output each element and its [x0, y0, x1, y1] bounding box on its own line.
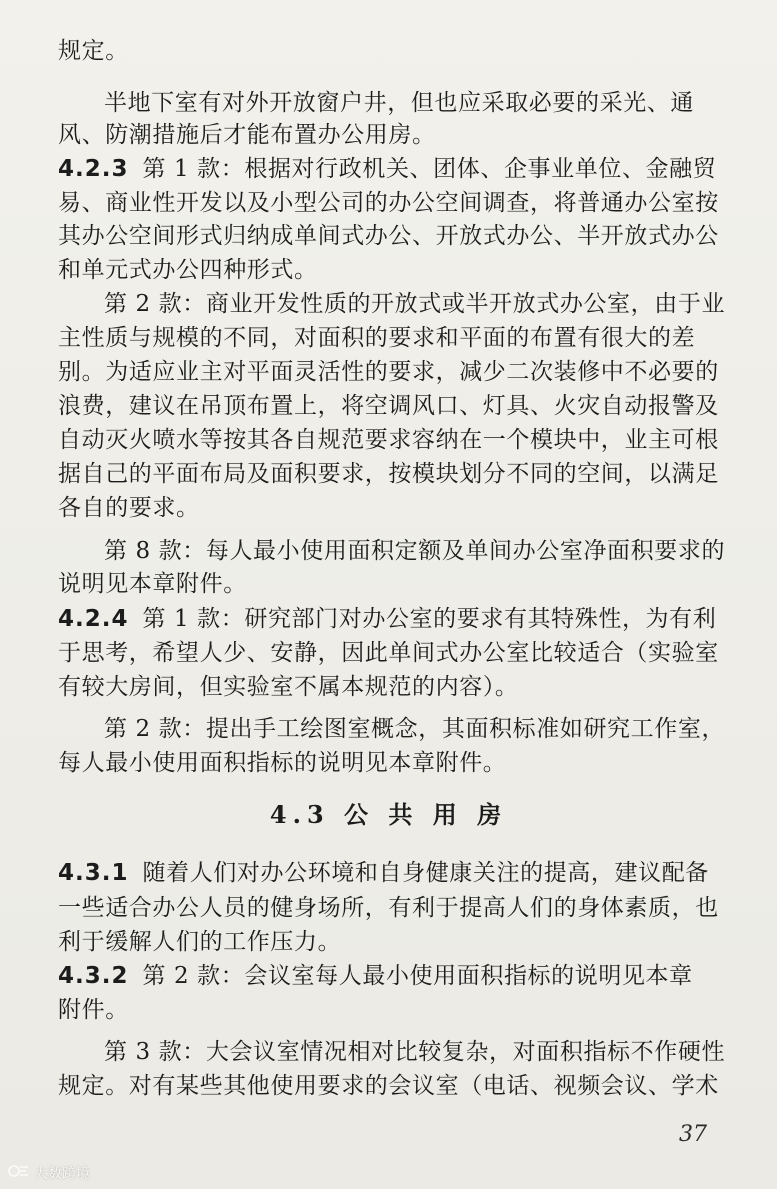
clause-4-3-2: [58, 961, 728, 991]
text-line: 第 8 款：每人最小使用面积定额及单间办公室净面积要求的: [104, 538, 726, 564]
page-number: 37: [679, 1122, 707, 1147]
clause-4-3-1: [58, 858, 728, 888]
text-line: 各自的要求。: [58, 495, 200, 521]
text-line: 第 2 款：提出手工绘图室概念，其面积标准如研究工作室，: [104, 716, 726, 742]
clause-number: 4.3.1: [58, 860, 129, 886]
text-line: 浪费，建议在吊顶布置上，将空调风口、灯具、火灾自动报警及: [58, 393, 719, 419]
clause-number: 4.3.2: [58, 963, 129, 989]
text-line: 主性质与规模的不同，对面积的要求和平面的布置有很大的差: [58, 325, 696, 351]
text-line: 易、商业性开发以及小型公司的办公空间调查，将普通办公室按: [58, 190, 719, 216]
text-line: 第 1 款：根据对行政机关、团体、企事业单位、金融贸: [142, 156, 717, 182]
watermark: [8, 1163, 90, 1183]
text-line: 每人最小使用面积指标的说明见本章附件。: [58, 750, 507, 776]
text-line: 规定。对有某些其他使用要求的会议室（电话、视频会议、学术: [58, 1073, 719, 1099]
clause-number: 4.2.4: [58, 606, 129, 632]
text-line: 第 3 款：大会议室情况相对比较复杂，对面积指标不作硬性: [104, 1039, 726, 1065]
text-line: 规定。: [58, 38, 129, 64]
text-line: 据自己的平面布局及面积要求，按模块划分不同的空间，以满足: [58, 461, 719, 487]
text-line: 说明见本章附件。: [58, 571, 247, 597]
text-line: 于思考，希望人少、安静，因此单间式办公室比较适合（实验室: [58, 640, 719, 666]
text-line: 附件。: [58, 997, 129, 1023]
text-line: 其办公空间形式归纳成单间式办公、开放式办公、半开放式办公: [58, 223, 719, 249]
clause-4-2-3: [58, 154, 728, 184]
clause-4-2-4: [58, 604, 728, 634]
text-line: 别。为适应业主对平面灵活性的要求，减少二次装修中不必要的: [58, 359, 719, 385]
text-line: 随着人们对办公环境和自身健康关注的提高，建议配备: [142, 860, 709, 886]
clause-number: 4.2.3: [58, 156, 129, 182]
text-line: 第 2 款：商业开发性质的开放式或半开放式办公室，由于业: [104, 291, 726, 317]
text-line: 风、防潮措施后才能布置办公用房。: [58, 122, 436, 148]
section-heading: 4.3 公 共 用 房: [269, 800, 508, 829]
text-line: 半地下室有对外开放窗户井，但也应采取必要的采光、通: [104, 90, 694, 116]
text-line: 第 2 款：会议室每人最小使用面积指标的说明见本章: [142, 963, 693, 989]
text-line: 利于缓解人们的工作压力。: [58, 929, 342, 955]
watermark-text: 大数跨境: [34, 1166, 90, 1182]
text-line: 有较大房间，但实验室不属本规范的内容）。: [58, 674, 519, 700]
text-line: 自动灭火喷水等按其各自规范要求容纳在一个模块中，业主可根: [58, 427, 719, 453]
text-line: 第 1 款：研究部门对办公室的要求有其特殊性，为有利: [142, 606, 717, 632]
text-line: 一些适合办公人员的健身场所，有利于提高人们的身体素质，也: [58, 895, 719, 921]
text-line: 和单元式办公四种形式。: [58, 257, 318, 283]
logo-icon: [8, 1164, 30, 1182]
